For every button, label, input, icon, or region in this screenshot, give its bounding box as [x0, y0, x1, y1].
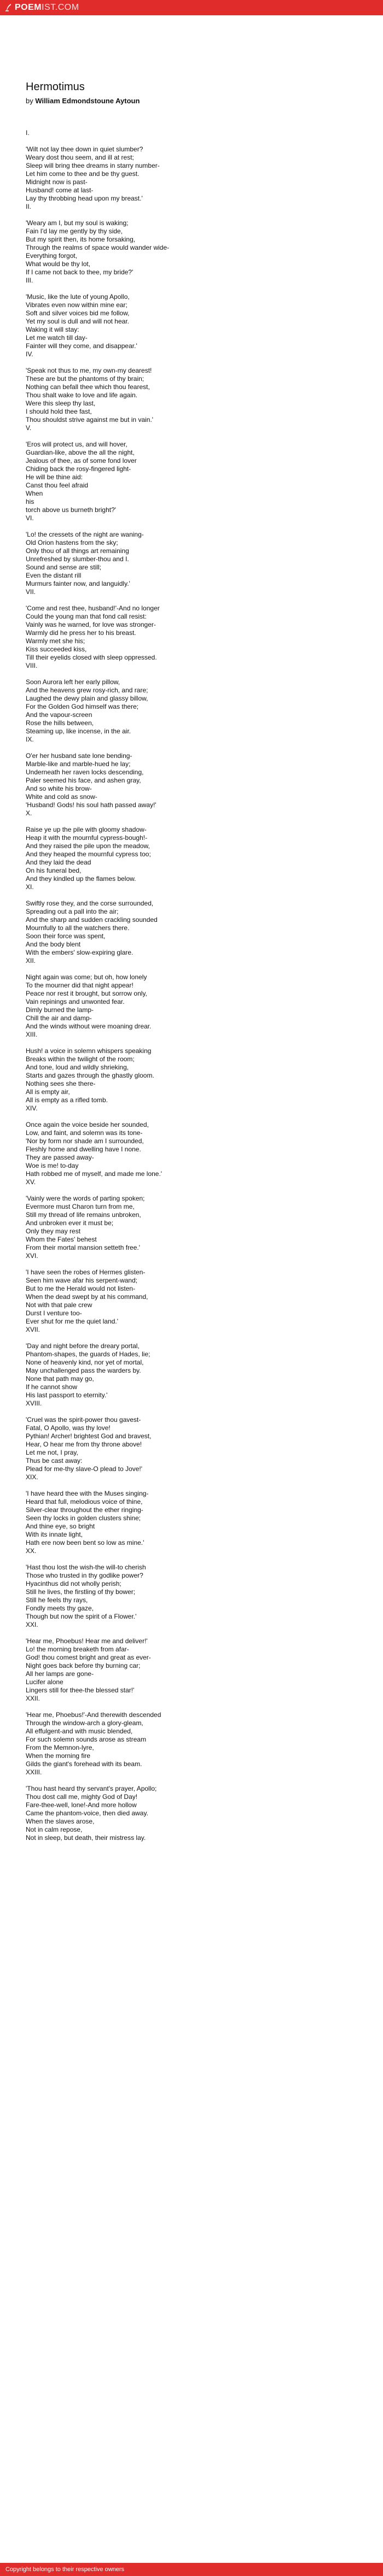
poem-line: On his funeral bed, [26, 867, 82, 874]
poem-line: Old Orion hastens from the sky; [26, 539, 118, 546]
poem-line: Could the young man that fond call resist: [26, 613, 147, 620]
poem-line: When the dead swept by at his command, [26, 1293, 148, 1301]
poem-line: 'Day and night before the dreary portal, [26, 1342, 140, 1350]
poem-line: 'Hear me, Phoebus!'-And therewith descended [26, 1711, 161, 1719]
poem-line: Soon Aurora left her early pillow, [26, 678, 120, 686]
poem-stanza [26, 367, 359, 432]
site-header [0, 0, 383, 15]
poem-line: Soon their force was spent, [26, 932, 106, 940]
quill-icon [5, 4, 12, 11]
poem-line: Soft and silver voices bid me follow, [26, 309, 130, 317]
poem-line: Whom the Fates' behest [26, 1236, 97, 1243]
poem-line: XVIII. [26, 1399, 42, 1407]
poem-line: Canst thou feel afraid [26, 481, 89, 489]
poem-stanza [26, 219, 359, 285]
poem-line: Durst I venture too- [26, 1309, 82, 1317]
poem-stanza [26, 1785, 359, 1842]
poem-stanza [26, 129, 359, 137]
poem-line: XX. [26, 1547, 37, 1555]
poem-line: Fain I'd lay me gently by thy side, [26, 227, 123, 235]
poem-line: VIII. [26, 662, 38, 669]
poem-line: Through the realms of space would wander wide- [26, 244, 170, 251]
poem-line: White and cold as snow- [26, 793, 97, 801]
poem-line: Fondly meets thy gaze, [26, 1604, 94, 1612]
poem-line: XIV. [26, 1104, 38, 1112]
poem-line: Sleep will bring thee dreams in starry number- [26, 162, 160, 169]
poem-stanza [26, 1342, 359, 1408]
poem-line: III. [26, 277, 33, 284]
poem-line: All her lamps are gone- [26, 1670, 94, 1678]
poem-line: 'Hast thou lost the wish-the will-to cherish [26, 1563, 146, 1571]
poem-line: Breaks within the twilight of the room; [26, 1055, 135, 1063]
poem-line: Through the window-arch a glory-gleam, [26, 1719, 143, 1727]
poem-author[interactable]: William Edmondstoune Aytoun [35, 97, 140, 105]
poem-stanza [26, 826, 359, 891]
poem-line: Steaming up, like incense, in the air. [26, 727, 131, 735]
poem-line: XVII. [26, 1326, 40, 1333]
poem-line: When the slaves arose, [26, 1818, 95, 1825]
poem-line: For such solemn sounds arose as stream [26, 1736, 147, 1743]
poem-line: Hyacinthus did not wholly perish; [26, 1580, 121, 1587]
poem-line: IX. [26, 736, 34, 743]
site-footer [0, 2563, 383, 2576]
poem-line: Hear, O hear me from thy throne above! [26, 1440, 142, 1448]
poem-stanza [26, 1268, 359, 1334]
poem-line: Lay thy throbbing head upon my breast.' [26, 195, 143, 202]
poem-line: And they heaped the mournful cypress too; [26, 850, 151, 858]
poem-line: Gilds the giant's forehead with its beam. [26, 1760, 142, 1768]
poem-line: Guardian-like, above the all the night, [26, 449, 135, 456]
poem-line: Midnight now is past- [26, 178, 88, 186]
poem-line: What would be thy lot, [26, 260, 91, 268]
poem-line: Murmurs fainter now, and languidly.' [26, 580, 130, 587]
site-logo[interactable] [5, 3, 79, 13]
poem-line: Thus be cast away: [26, 1457, 83, 1465]
poem-line: 'Wilt not lay thee down in quiet slumber? [26, 145, 143, 153]
poem-line: Chiding back the rosy-fingered light- [26, 465, 131, 473]
poem-line: Night goes back before thy burning car; [26, 1662, 141, 1669]
poem-line: 'Lo! the cressets of the night are waning- [26, 531, 144, 538]
poem-line: Jealous of thee, as of some fond lover [26, 457, 137, 464]
poem-line: Ever shut for me the quiet land.' [26, 1318, 119, 1325]
poem-line: VII. [26, 588, 36, 596]
poem-line: Night again was come; but oh, how lonely [26, 973, 147, 981]
poem-line: 'Nor by form nor shade am I surrounded, [26, 1137, 144, 1145]
poem-line: God! thou comest bright and great as ever- [26, 1654, 151, 1661]
poem-line: 'Weary am I, but my soul is waking; [26, 219, 129, 227]
poem-line: Heap it with the mournful cypress-bough!- [26, 834, 148, 842]
poem-line: Underneath her raven locks descending, [26, 768, 144, 776]
poem-line: XI. [26, 883, 34, 891]
poem-line: XIII. [26, 1031, 38, 1038]
poem-body [26, 129, 359, 1842]
poem-line: 'Vainly were the words of parting spoken; [26, 1195, 145, 1202]
poem-line: Silver-clear throughout the ether ringing- [26, 1506, 143, 1514]
poem-line: Hush! a voice in solemn whispers speaking [26, 1047, 152, 1055]
poem-stanza [26, 1563, 359, 1629]
poem-stanza [26, 145, 359, 211]
poem-stanza [26, 973, 359, 1039]
poem-line: From their mortal mansion setteth free.' [26, 1244, 141, 1251]
poem-line: Seen thy locks in golden clusters shine; [26, 1514, 141, 1522]
poem-line: Let me watch till day- [26, 334, 88, 342]
poem-title: Hermotimus [26, 81, 85, 93]
poem-line: When the morning fire [26, 1752, 91, 1760]
poem-line: Evermore must Charon turn from me, [26, 1203, 135, 1210]
poem-line: And the winds without were moaning drear. [26, 1022, 152, 1030]
poem-line: Kiss succeeded kiss, [26, 645, 87, 653]
poem-line: Laughed the dewy plain and glassy billow, [26, 695, 148, 702]
poem-line: Sound and sense are still; [26, 563, 102, 571]
poem-line: Mournfully to all the watchers there. [26, 924, 130, 932]
poem-stanza [26, 1637, 359, 1703]
poem-line: When [26, 490, 43, 497]
poem-line: 'I have seen the robes of Hermes glisten- [26, 1268, 146, 1276]
poem-line: Fainter will they come, and disappear.' [26, 342, 137, 350]
poem-stanza [26, 1121, 359, 1186]
poem-stanza [26, 293, 359, 358]
copyright-text: Copyright belongs to their respective owners [5, 2566, 125, 2573]
poem-line: 'Come and rest thee, husband!'-And no longer [26, 604, 160, 612]
poem-line: Nothing can befall thee which thou fearest, [26, 383, 150, 391]
poem-line: XIX. [26, 1473, 38, 1481]
poem-line: Unrefreshed by slumber-thou and I. [26, 555, 129, 563]
poem-line: Vibrates even now within mine ear; [26, 301, 127, 309]
poem-line: Fare-thee-well, lone!-And more hollow [26, 1801, 137, 1809]
poem-line: 'Speak not thus to me, my own-my dearest! [26, 367, 152, 374]
poem-line: 'I have heard thee with the Muses singing- [26, 1490, 149, 1497]
poem-line: 'Husband! Gods! his soul hath passed away!' [26, 801, 156, 809]
poem-stanza [26, 531, 359, 596]
poem-line: And they laid the dead [26, 858, 91, 866]
poem-line: Only they may rest [26, 1227, 81, 1235]
poem-line: Still my thread of life remains unbroken, [26, 1211, 141, 1219]
poem-page [0, 15, 359, 1842]
poem-line: And unbroken ever it must be; [26, 1219, 114, 1227]
poem-line: XV. [26, 1178, 36, 1186]
poem-line: To the mourner did that night appear! [26, 981, 134, 989]
poem-line: With its innate light, [26, 1531, 83, 1538]
poem-line: And they raised the pile upon the meadow, [26, 842, 150, 850]
poem-line: Low, and faint, and solemn was its tone- [26, 1129, 143, 1137]
poem-line: And so white his brow- [26, 785, 92, 792]
poem-stanza [26, 1047, 359, 1113]
poem-line: All effulgent-and with music blended, [26, 1727, 133, 1735]
poem-line: Lingers still for thee-the blessed star!' [26, 1686, 135, 1694]
poem-line: Phantom-shapes, the guards of Hades, lie; [26, 1350, 150, 1358]
poem-line: Yet my soul is dull and will not hear. [26, 317, 129, 325]
poem-line: Let him come to thee and be thy guest. [26, 170, 140, 178]
poem-line: Thou dost call me, mighty God of Day! [26, 1793, 138, 1801]
poem-line: Peace nor rest it brought, but sorrow only, [26, 990, 147, 997]
poem-line: Let me not, I pray, [26, 1449, 78, 1456]
poem-stanza [26, 1195, 359, 1260]
poem-line: And the body blent [26, 940, 81, 948]
poem-line: 'Cruel was the spirit-power thou gavest- [26, 1416, 141, 1424]
poem-line: Thou shalt wake to love and life again. [26, 391, 138, 399]
poem-stanza [26, 678, 359, 744]
poem-line: 'Thou hast heard thy servant's prayer, Apollo; [26, 1785, 157, 1792]
poem-line: Marble-like and marble-hued he lay; [26, 760, 131, 768]
poem-line: And thine eye, so bright [26, 1522, 95, 1530]
poem-line: XII. [26, 957, 36, 964]
poem-line: Fleshly home and dwelling have I none. [26, 1145, 141, 1153]
poem-line: Thou shouldst strive against me but in vain.' [26, 416, 154, 424]
poem-line: Nothing sees she there- [26, 1080, 96, 1087]
poem-line: Not in sleep, but death, their mistress lay. [26, 1834, 146, 1842]
poem-line: But to me the Herald would not listen- [26, 1285, 136, 1292]
poem-line: And the sharp and sudden crackling sounded [26, 916, 158, 924]
poem-line: With the embers' slow-expiring glare. [26, 949, 134, 956]
poem-line: Vainly was he warned, for love was stronger- [26, 621, 156, 628]
byline-prefix: by [26, 97, 33, 105]
poem-line: Not with that pale crew [26, 1301, 92, 1309]
poem-line: Not in calm repose, [26, 1826, 83, 1833]
poem-line: Husband! come at last- [26, 186, 94, 194]
poem-line: Till their eyelids closed with sleep oppressed. [26, 654, 157, 661]
poem-line: 'Music, like the lute of young Apollo, [26, 293, 130, 301]
logo-text-light: IST.COM [42, 3, 79, 12]
poem-line: Spreading out a pall into the air; [26, 908, 119, 915]
poem-line: Hath robbed me of myself, and made me lone.' [26, 1170, 163, 1178]
poem-line: Warmly did he press her to his breast. [26, 629, 136, 637]
poem-stanza [26, 1711, 359, 1777]
poem-line: 'Hear me, Phoebus! Hear me and deliver!' [26, 1637, 148, 1645]
poem-line: Came the phantom-voice, then died away. [26, 1809, 148, 1817]
poem-stanza [26, 1416, 359, 1481]
poem-line: Paler seemed his face, and ashen gray, [26, 777, 141, 784]
poem-line: For the Golden God himself was there; [26, 703, 139, 710]
poem-line: I should hold thee fast, [26, 408, 92, 415]
poem-stanza [26, 604, 359, 670]
poem-line: XVI. [26, 1252, 38, 1260]
logo-text-bold: POEM [15, 3, 42, 12]
poem-line: Seen him wave afar his serpent-wand; [26, 1277, 138, 1284]
poem-line: His last passport to eternity.' [26, 1391, 108, 1399]
poem-line: torch above us burneth bright?' [26, 506, 117, 514]
poem-line: VI. [26, 514, 34, 522]
poem-line: Weary dost thou seem, and ill at rest; [26, 154, 134, 161]
poem-line: Though but now the spirit of a Flower.' [26, 1613, 137, 1620]
poem-line: Starts and gazes through the ghastly gloom. [26, 1072, 154, 1079]
poem-line: Heard that full, melodious voice of thine, [26, 1498, 143, 1505]
poem-line: XXI. [26, 1621, 38, 1628]
poem-line: Still he feels thy rays, [26, 1596, 88, 1604]
poem-line: Pythian! Archer! brightest God and bravest, [26, 1432, 152, 1440]
poem-line: And the heavens grew rosy-rich, and rare; [26, 686, 148, 694]
poem-byline [26, 97, 359, 105]
poem-line: All is empty as a rifled tomb. [26, 1096, 108, 1104]
poem-line: These are but the phantoms of thy brain; [26, 375, 144, 383]
poem-stanza [26, 899, 359, 965]
poem-line: Only thou of all things art remaining [26, 547, 129, 555]
poem-line: IV. [26, 350, 33, 358]
poem-line: II. [26, 203, 32, 210]
poem-line: O'er her husband sate lone bending- [26, 752, 132, 760]
poem-line: Chill the air and damp- [26, 1014, 92, 1022]
poem-line: XXII. [26, 1695, 40, 1702]
poem-line: All is empty air, [26, 1088, 70, 1096]
poem-stanza [26, 1490, 359, 1555]
poem-line: Lo! the morning breaketh from afar- [26, 1645, 129, 1653]
poem-line: Raise ye up the pile with gloomy shadow- [26, 826, 147, 833]
poem-line: Fatal, O Apollo, was thy love! [26, 1424, 111, 1432]
poem-line: Plead for me-thy slave-O plead to Jove!' [26, 1465, 143, 1473]
poem-line: Once again the voice beside her sounded, [26, 1121, 149, 1128]
poem-stanza [26, 752, 359, 818]
poem-line: V. [26, 424, 32, 432]
poem-line: If I came not back to thee, my bride?' [26, 268, 134, 276]
poem-line: Those who trusted in thy godlike power? [26, 1572, 143, 1579]
poem-line: Still he lives, the firstling of thy bower; [26, 1588, 136, 1596]
poem-line: If he cannot show [26, 1383, 78, 1391]
poem-line: He will be thine aid: [26, 473, 83, 481]
poem-line: Waking it will stay: [26, 326, 79, 333]
poem-line: And tone, loud and wildly shrieking, [26, 1063, 129, 1071]
poem-line: And they kindled up the flames below. [26, 875, 136, 883]
poem-line: None of heavenly kind, nor yet of mortal, [26, 1358, 144, 1366]
poem-line: May unchallenged pass the warders by. [26, 1367, 141, 1374]
poem-line: I. [26, 129, 30, 137]
poem-line: None that path may go, [26, 1375, 94, 1383]
poem-line: 'Eros will protect us, and will hover, [26, 440, 127, 448]
poem-line: From the Memnon-lyre, [26, 1744, 94, 1751]
poem-line: XXIII. [26, 1768, 42, 1776]
poem-line: Everything forgot, [26, 252, 78, 260]
poem-line: Woe is me! to-day [26, 1162, 79, 1169]
poem-line: Even the distant rill [26, 572, 82, 579]
poem-line: But my spirit then, its home forsaking, [26, 236, 136, 243]
poem-stanza [26, 440, 359, 522]
poem-line: Dimly burned the lamp- [26, 1006, 94, 1014]
poem-line: Hath ere now been bent so low as mine.' [26, 1539, 144, 1546]
poem-line: Vain repinings and unwonted fear. [26, 998, 125, 1005]
poem-line: And the vapour-screen [26, 711, 92, 719]
poem-line: X. [26, 809, 32, 817]
poem-line: Swiftly rose they, and the corse surrounded, [26, 899, 154, 907]
poem-line: Lucifer alone [26, 1678, 63, 1686]
poem-line: Warmly met she his; [26, 637, 85, 645]
poem-line: Rose the hills between, [26, 719, 94, 727]
poem-line: his [26, 498, 34, 505]
poem-line: Were this sleep thy last, [26, 399, 96, 407]
poem-line: They are passed away- [26, 1154, 94, 1161]
